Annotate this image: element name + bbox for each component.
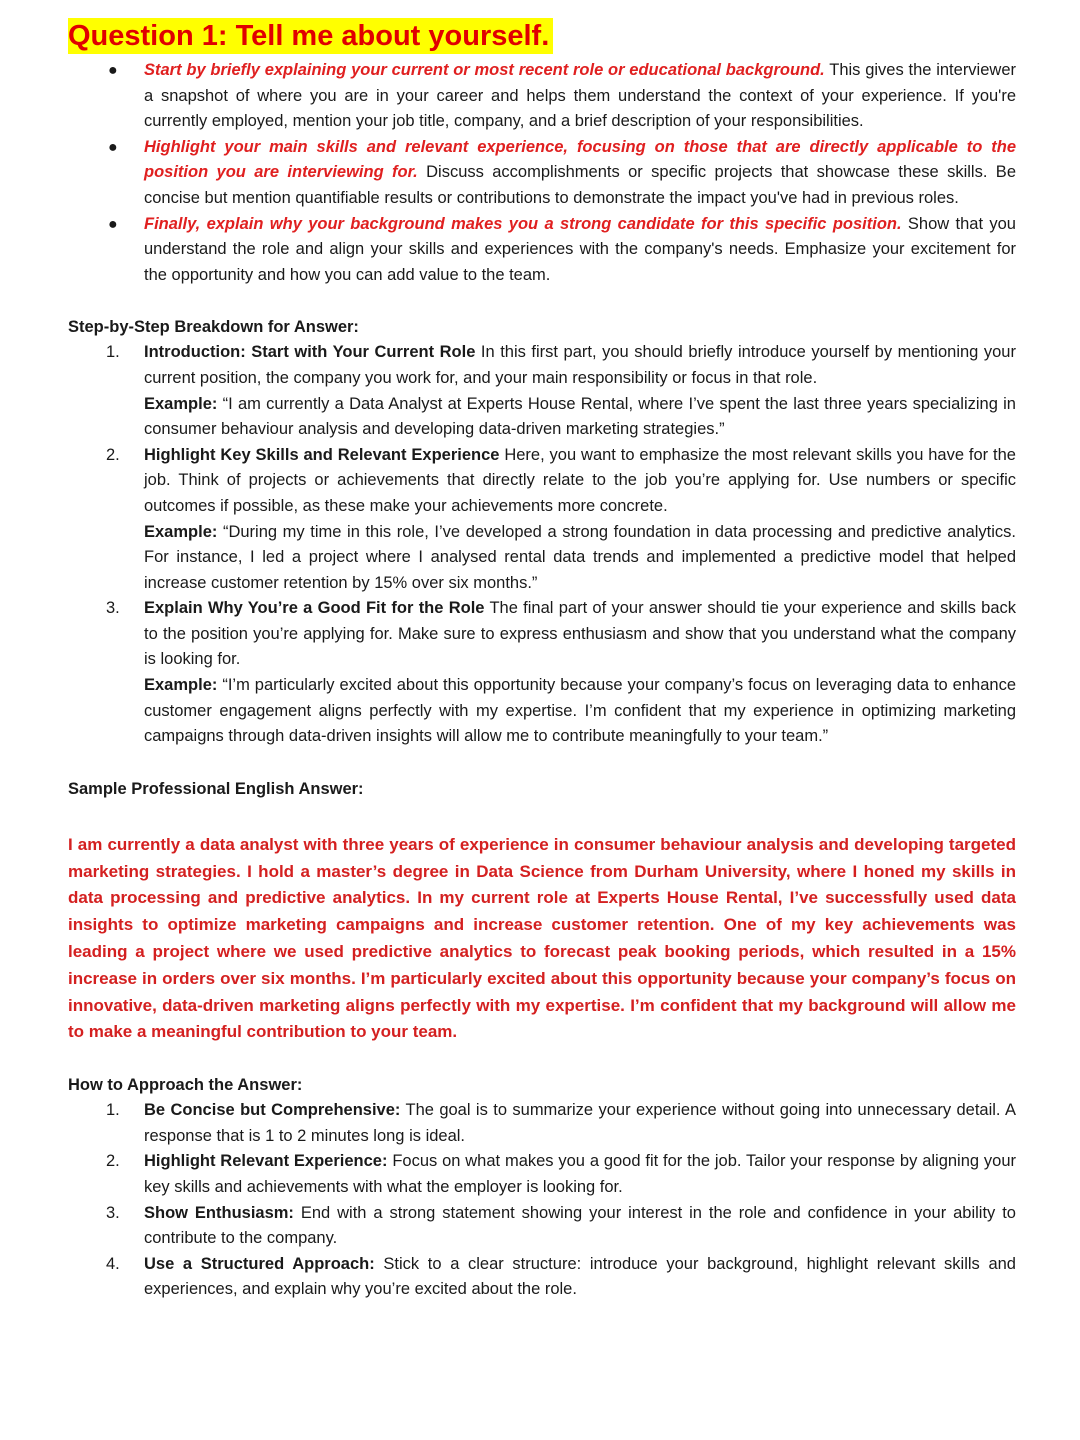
bullet-text: Discuss accomplishments or specific projects that showcase these skills. Be concise but mention quantifiable results or contributions to demonstrate the impact you've had in previous roles. [144, 163, 1016, 207]
item-number: 1. [106, 1101, 120, 1120]
list-item [68, 1098, 1016, 1149]
list-item [68, 596, 1016, 750]
list-item [68, 1149, 1016, 1200]
step-example [144, 673, 1016, 750]
step-example [144, 520, 1016, 597]
approach-list [68, 1098, 1016, 1303]
list-item [68, 1201, 1016, 1252]
item-number: 2. [106, 1152, 120, 1171]
item-title: Use a Structured Approach: [144, 1254, 375, 1273]
step-text: The final part of your answer should tie your experience and skills back to the position you’re applying for. Make sure to express enthusiasm and show that you understand what the company is looking for. [144, 599, 1016, 669]
bullet-text: This gives the interviewer a snapshot of where you are in your career and helps them understand the context of your experience. If you're currently employed, mention your job title, company, and a brief description of your responsibilities. [144, 61, 1016, 131]
step-title: Explain Why You’re a Good Fit for the Role [144, 599, 485, 618]
example-label: Example: [144, 676, 218, 695]
approach-heading: How to Approach the Answer: [68, 1076, 303, 1095]
item-number: 4. [106, 1254, 120, 1273]
step-title: Introduction: Start with Your Current Role [144, 343, 476, 362]
item-title: Be Concise but Comprehensive: [144, 1101, 401, 1120]
bullet-lead: Highlight your main skills and relevant experience, focusing on those that are directly applicable to the position you are interviewing for. [144, 137, 1016, 182]
question-title: Question 1: Tell me about yourself. [68, 18, 553, 54]
step-number: 1. [106, 343, 120, 362]
breakdown-steps-list [68, 340, 1016, 750]
list-item [68, 340, 1016, 442]
item-text: Focus on what makes you a good fit for the job. Tailor your response by aligning your key skills and achievements with what the employer is looking for. [144, 1152, 1016, 1196]
example-text: “During my time in this role, I’ve developed a strong foundation in data processing and predictive analytics. For instance, I led a project where I analysed rental data trends and implemented a predictive model that helped increase customer retention by 15% over six months.” [144, 522, 1016, 592]
step-text: Here, you want to emphasize the most relevant skills you have for the job. Think of projects or achievements that directly relate to the job you’re applying for. Use numbers or specific outcomes if possible, as these make your achievements more concrete. [144, 445, 1016, 515]
bullet-icon: ● [108, 138, 118, 156]
step-example [144, 392, 1016, 443]
list-item [68, 135, 1016, 212]
sample-heading: Sample Professional English Answer: [68, 779, 364, 798]
step-title: Highlight Key Skills and Relevant Experience [144, 445, 500, 464]
item-title: Show Enthusiasm: [144, 1203, 294, 1222]
step-text: In this first part, you should briefly introduce yourself by mentioning your current position, the company you work for, and your main responsibility or focus in that role. [144, 343, 1016, 387]
sample-answer-text: I am currently a data analyst with three years of experience in consumer behaviour analysis and developing targeted marketing strategies. I hold a master’s degree in Data Science from Durham University, where I honed my skills in data processing and predictive analytics. In my current role at Experts House Rental, I’ve successfully used data insights to optimize marketing campaigns and increase customer retention. One of my key achievements was leading a project where we used predictive analytics to forecast peak booking periods, which resulted in a 15% increase in orders over six months. I’m particularly excited about this opportunity because your company’s focus on innovative, data-driven marketing aligns perfectly with my expertise. I’m confident that my background will allow me to make a meaningful contribution to your team. [68, 834, 1016, 1042]
example-label: Example: [144, 522, 218, 541]
item-text: Stick to a clear structure: introduce your background, highlight relevant skills and experiences, and explain why you’re excited about the role. [144, 1254, 1016, 1299]
item-text: The goal is to summarize your experience without going into unnecessary detail. A response that is 1 to 2 minutes long is ideal. [144, 1101, 1016, 1145]
item-text: End with a strong statement showing your interest in the role and confidence in your ability to contribute to the company. [144, 1203, 1016, 1248]
bullet-icon: ● [108, 215, 118, 233]
item-title: Highlight Relevant Experience: [144, 1152, 388, 1171]
list-item [68, 443, 1016, 597]
breakdown-heading: Step-by-Step Breakdown for Answer: [68, 318, 359, 337]
item-number: 3. [106, 1203, 120, 1222]
list-item [68, 212, 1016, 289]
bullet-text: Show that you understand the role and align your skills and experiences with the company's needs. Emphasize your excitement for the opportunity and how you can add value to the team. [144, 214, 1016, 284]
tips-bullet-list [68, 58, 1016, 288]
example-label: Example: [144, 394, 218, 413]
bullet-icon: ● [108, 62, 118, 79]
list-item [68, 58, 1016, 135]
step-number: 3. [106, 599, 120, 618]
bullet-lead: Start by briefly explaining your current or most recent role or educational background. [144, 61, 825, 79]
bullet-lead: Finally, explain why your background makes you a strong candidate for this specific position. [144, 214, 902, 233]
list-item [68, 1252, 1016, 1303]
step-number: 2. [106, 445, 120, 464]
example-text: “I am currently a Data Analyst at Experts House Rental, where I’ve spent the last three years specializing in consumer behaviour analysis and developing data-driven marketing strategies.” [144, 394, 1016, 439]
example-text: “I’m particularly excited about this opportunity because your company’s focus on leveraging data to enhance customer engagement aligns perfectly with my expertise. I’m confident that my experience in optimizing marketing campaigns through data-driven insights will allow me to contribute meaningfully to your team.” [144, 676, 1016, 746]
